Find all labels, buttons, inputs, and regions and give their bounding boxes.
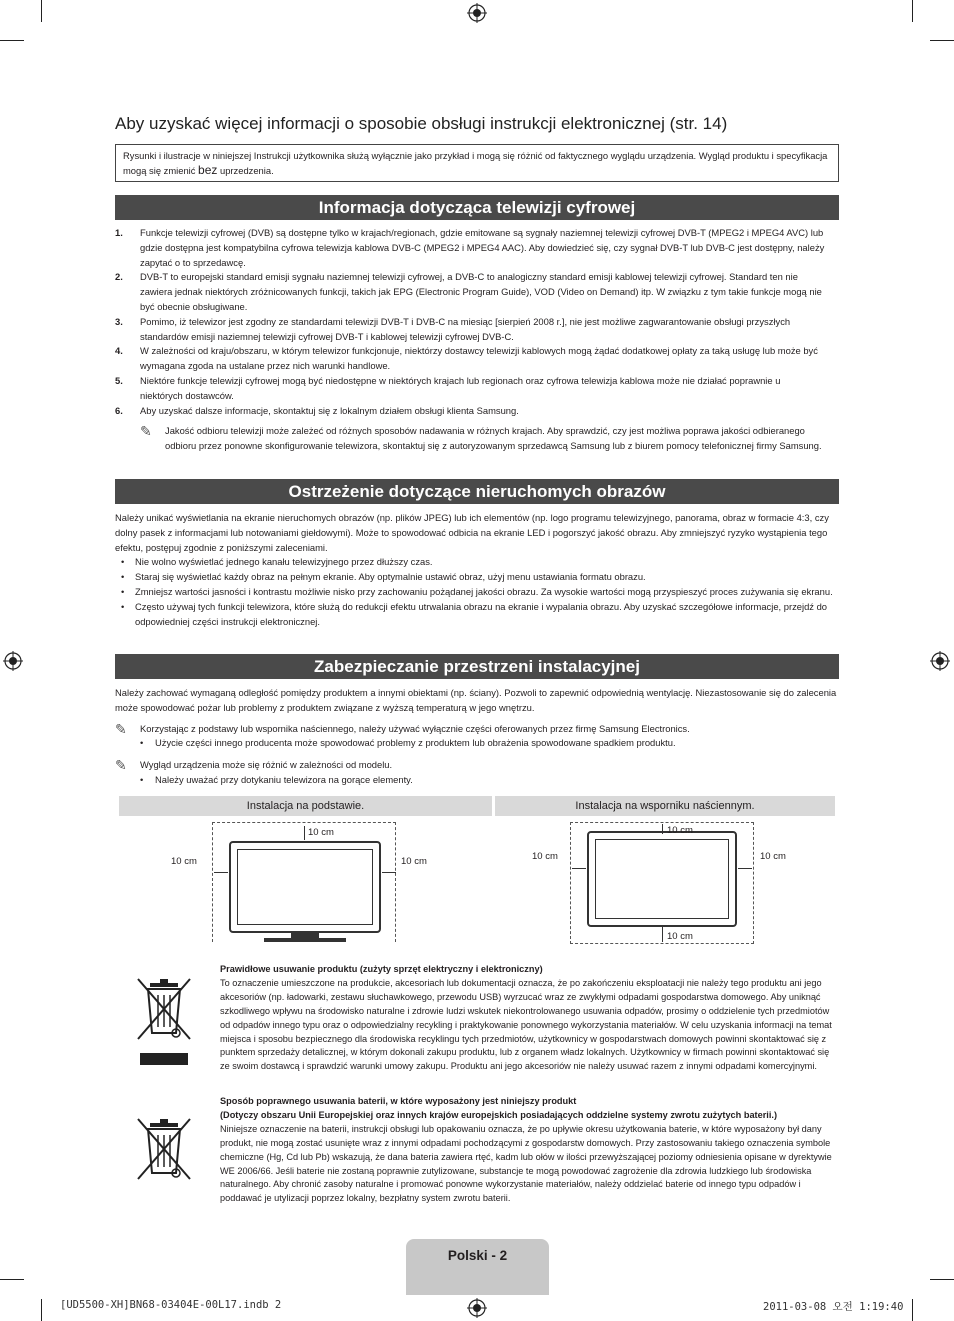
- weee-text: To oznaczenie umieszczone na produkcie, akcesoriach lub dokumentacji oznacza, że po zakończeniu eksploatacji nie należy tego produktu ani jego akcesoriów (np. ładowarki, zestawu słuchawkowego, przewodu USB) wyrzucać wraz ze zwykłymi odpadami gospodarstwa domowego. Aby uniknąć szkodliwego wpływu na środowisko naturalne i zdrowie ludzi wskutek niekontrolowanego usuwania odpadów, prosimy o oddzielenie tych przedmiotów od odpadów innego typu oraz o odpowiedzialny recykling i praktykowanie ponownego wykorzystania materiałów. W celu uzyskania informacji na temat miejsca i sposobu bezpiecznego dla środowiska recyklingu tych przedmiotów, użytkownicy w gospodarstwach domowych powinni skontaktować się z punktem sprzedaży detalicznej, w którym dokonali zakupu produktu, lub z organem władz lokalnych. Użytkownicy w firmach powinni skontaktować się ze swoim dostawcą i sprawdzić warunki umowy zakupu. Produktu ani jego akcesoriów nie należy usuwać razem z innymi odpadami komercyjnymi.: [220, 977, 832, 1072]
- pencil-note-icon: ✎: [115, 757, 127, 774]
- notice-text: Rysunki i ilustracje w niniejszej Instrukcji użytkownika służą wyłącznie jako przykład i mogą się różnić od faktycznego wyglądu urządzenia. Wygląd produktu i specyfikacja mogą się zmienić: [123, 150, 828, 176]
- arrow: [662, 824, 663, 834]
- diagram-title-stand: Instalacja na podstawie.: [119, 796, 492, 816]
- still-images-bullets: [115, 555, 839, 629]
- page-title: Aby uzyskać więcej informacji o sposobie obsługi instrukcji elektronicznej (str. 14): [115, 114, 728, 133]
- distance-label: 10 cm: [760, 851, 786, 862]
- registration-mark-icon: [930, 651, 950, 671]
- arrow: [738, 868, 752, 869]
- note: ✎ Wygląd urządzenia może się różnić w zależności od modelu.: [115, 757, 393, 774]
- list-item: • Zmniejsz wartości jasności i kontrastu możliwie nisko przy zachowaniu pożądanej jakości obrazu. Za wysokie wartości mogą przyspieszyć proces zużywania się ekranu.: [121, 585, 833, 597]
- crop-mark: [912, 1299, 913, 1321]
- battery-disposal-block: [220, 1095, 832, 1206]
- tv-illustration: [229, 841, 381, 933]
- list-item: • Użycie części innego producenta może spowodować problemy z produktem lub obrażenia spowodowane spadkiem produktu.: [140, 737, 676, 749]
- weee-disposal-block: [220, 963, 832, 1074]
- list-item: 2. DVB-T to europejski standard emisji sygnału naziemnej telewizji cyfrowej, a DVB-C to analogiczny standard emisji kablowej telewizji cyfrowej. Standard ten nie zawiera jednak niektórych zróżnicowanych funkcji, takich jak EPG (Electronic Program Guide), VOD (Video on Demand) itp. W związku z tym takie funkcje mogą nie być obecnie obsługiwane.: [115, 271, 822, 312]
- list-item: 6. Aby uzyskać dalsze informacje, skontaktuj się z lokalnym działem obsługi klienta Samsung.: [115, 404, 519, 416]
- distance-label: 10 cm: [667, 931, 693, 942]
- stand-installation-diagram: [119, 816, 492, 946]
- notice-box: [115, 144, 839, 182]
- distance-label: 10 cm: [308, 827, 334, 838]
- list-item: 1. Funkcje telewizji cyfrowej (DVB) są dostępne tylko w krajach/regionach, gdzie emitowane są sygnały naziemnej telewizji cyfrowej DVB-T (MPEG2 i MPEG4 AVC) lub gdzie dostępna jest kompatybilna cyfrowa telewizja kablowa DVB-C (MPEG2 i MPEG4 AAC). Aby dowiedzieć się, czy sygnał DVB-T lub DVB-C jest dostępny, należy zapytać o to sprzedawcę.: [115, 227, 825, 268]
- still-images-intro: Należy unikać wyświetlania na ekranie nieruchomych obrazów (np. plików JPEG) lub ich elementów (np. logo programu telewizyjnego, panorama, obraz w formacie 4:3, czy dolny pasek z informacjami lub notowaniami giełdowymi). Może to spowodować odbicia na ekranie LED i pogorszyć jakość obrazu. Aby zmniejszyć ryzyko wystąpienia tego efektu, postępuj zgodnie z poniższymi zaleceniami.: [115, 512, 829, 553]
- crop-mark: [930, 1279, 954, 1280]
- notice-text-bez: bez: [198, 163, 218, 177]
- registration-mark-icon: [3, 651, 23, 671]
- list-item: 4. W zależności od kraju/obszaru, w którym telewizor funkcjonuje, niektórzy dostawcy telewizji kablowych mogą żądać dodatkowej opłaty za taką usługę lub może być wymagana zgoda na ustalane przez nich warunki handlowe.: [115, 345, 818, 372]
- registration-mark-icon: [467, 1298, 487, 1318]
- section-heading-digital-tv: Informacja dotycząca telewizji cyfrowej: [115, 195, 839, 220]
- list-item: 5. Niektóre funkcje telewizji cyfrowej mogą być niedostępne w niektórych krajach lub regionach oraz cyfrowa telewizja kablowa może nie działać poprawnie u niektórych dostawców.: [115, 374, 781, 401]
- crop-mark: [930, 40, 954, 41]
- installation-section: [115, 686, 839, 788]
- list-item: • Staraj się wyświetlać każdy obraz na pełnym ekranie. Aby optymalnie ustawić obraz, użyj menu ustawiania formatu obrazu.: [121, 571, 646, 583]
- note: ✎ Korzystając z podstawy lub wspornika naściennego, należy używać wyłącznie części oferowanych przez firmę Samsung Electronics.: [115, 720, 690, 737]
- digital-tv-list: [115, 226, 825, 454]
- section-heading-installation-space: Zabezpieczanie przestrzeni instalacyjnej: [115, 654, 839, 679]
- pencil-note-icon: ✎: [140, 423, 152, 440]
- distance-label: 10 cm: [532, 851, 558, 862]
- pencil-note-icon: ✎: [115, 720, 127, 737]
- arrow: [304, 826, 305, 840]
- installation-intro: Należy zachować wymaganą odległość pomiędzy produktem a innymi obiektami (np. ściany). Pozwoli to zapewnić odpowiednią wentylację. Niezastosowanie się do zalecenia może spowodować pożar lub problemy z produktem związane z wyższą temperaturą w jego wnętrzu.: [115, 687, 837, 713]
- arrow: [214, 872, 228, 873]
- battery-heading: Sposób poprawnego usuwania baterii, w które wyposażony jest niniejszy produkt: [220, 1096, 577, 1106]
- crop-mark: [41, 0, 42, 22]
- crop-mark: [41, 1299, 42, 1321]
- crop-mark: [912, 0, 913, 22]
- still-images-section: [115, 511, 839, 629]
- battery-text: Niniejsze oznaczenie na baterii, instrukcji obsługi lub opakowaniu oznacza, że po upływie okresu użytkowania baterie, w które wyposażony był dany produkt, nie mogą zostać usunięte wraz z innymi odpadami pochodzącymi z gospodarstw domowych. Przy zastosowaniu takiego oznaczenia symbole chemiczne (Hg, Cd lub Pb) wskazują, że dana bateria zawiera rtęć, kadm lub ołów w ilości przewyższającej poziomy odniesienia opisane w dyrektywie WE 2006/66. Jeśli baterie nie zostaną poprawnie zutylizowane, substancje te mogą powodować zagrożenie dla zdrowia ludzkiego lub środowiska naturalnego. Aby chronić zasoby naturalne i promować ponowne wykorzystanie materiałów, należy oddzielać baterie od innego typu odpadów i poddawać je utylizacji poprzez lokalny, bezpłatny system zwrotu baterii.: [220, 1123, 832, 1204]
- battery-subheading: (Dotyczy obszaru Unii Europejskiej oraz innych krajów europejskich posiadających oddzielne systemy zwrotu zużytych baterii.): [220, 1109, 778, 1120]
- date-imprint: 2011-03-08 오전 1:19:40: [763, 1301, 904, 1313]
- crossed-bin-icon: [134, 975, 194, 1067]
- crop-mark: [0, 40, 24, 41]
- list-item: • Nie wolno wyświetlać jednego kanału telewizyjnego przez dłuższy czas.: [121, 556, 433, 568]
- crop-mark: [0, 1279, 24, 1280]
- arrow: [662, 926, 663, 942]
- weee-heading: Prawidłowe usuwanie produktu (zużyty sprzęt elektryczny i elektroniczny): [220, 964, 543, 974]
- distance-label: 10 cm: [667, 825, 693, 836]
- page-number-tab: Polski - 2: [406, 1239, 549, 1295]
- list-item: 3. Pomimo, iż telewizor jest zgodny ze standardami telewizji DVB-T i DVB-C na miesiąc [sierpień 2008 r.], nie jest możliwe zagwarantowanie obsługi przyszłych standardów emisji naziemnej telewizji cyfrowej DVB-T i kablowej telewizji cyfrowej DVB-C.: [115, 315, 791, 342]
- notice-text-end: uprzedzenia.: [217, 165, 274, 176]
- registration-mark-icon: [467, 3, 487, 23]
- tv-stand-base: [264, 938, 346, 942]
- diagram-title-wall: Instalacja na wsporniku naściennym.: [495, 796, 835, 816]
- wall-installation-diagram: [495, 816, 835, 946]
- arrow: [572, 868, 586, 869]
- distance-label: 10 cm: [171, 856, 197, 867]
- arrow: [382, 872, 396, 873]
- tv-illustration: [587, 831, 737, 927]
- distance-label: 10 cm: [401, 856, 427, 867]
- crossed-bin-icon: [134, 1115, 194, 1185]
- list-item: • Często używaj tych funkcji telewizora, które służą do redukcji efektu utrwalania obrazu na ekranie i wypalania obrazu. Aby uzyskać szczegółowe informacje, przejdź do odpowiedniej części instrukcji elektronicznej.: [121, 600, 828, 627]
- section-heading-still-images: Ostrzeżenie dotyczące nieruchomych obrazów: [115, 479, 839, 504]
- file-imprint: [UD5500-XH]BN68-03404E-00L17.indb 2: [60, 1299, 282, 1311]
- list-item: • Należy uważać przy dotykaniu telewizora na gorące elementy.: [140, 773, 413, 785]
- note: ✎ Jakość odbioru telewizji może zależeć od różnych sposobów nadawania w różnych krajach. Aby sprawdzić, czy jest możliwa poprawa jakości odbieranego odbioru przez ponowne skonfigurowanie telewizora, skontaktuj się z autoryzowanym sprzedawcą Samsung lub z biurem pomocy telefonicznej firmy Samsung.: [115, 424, 825, 454]
